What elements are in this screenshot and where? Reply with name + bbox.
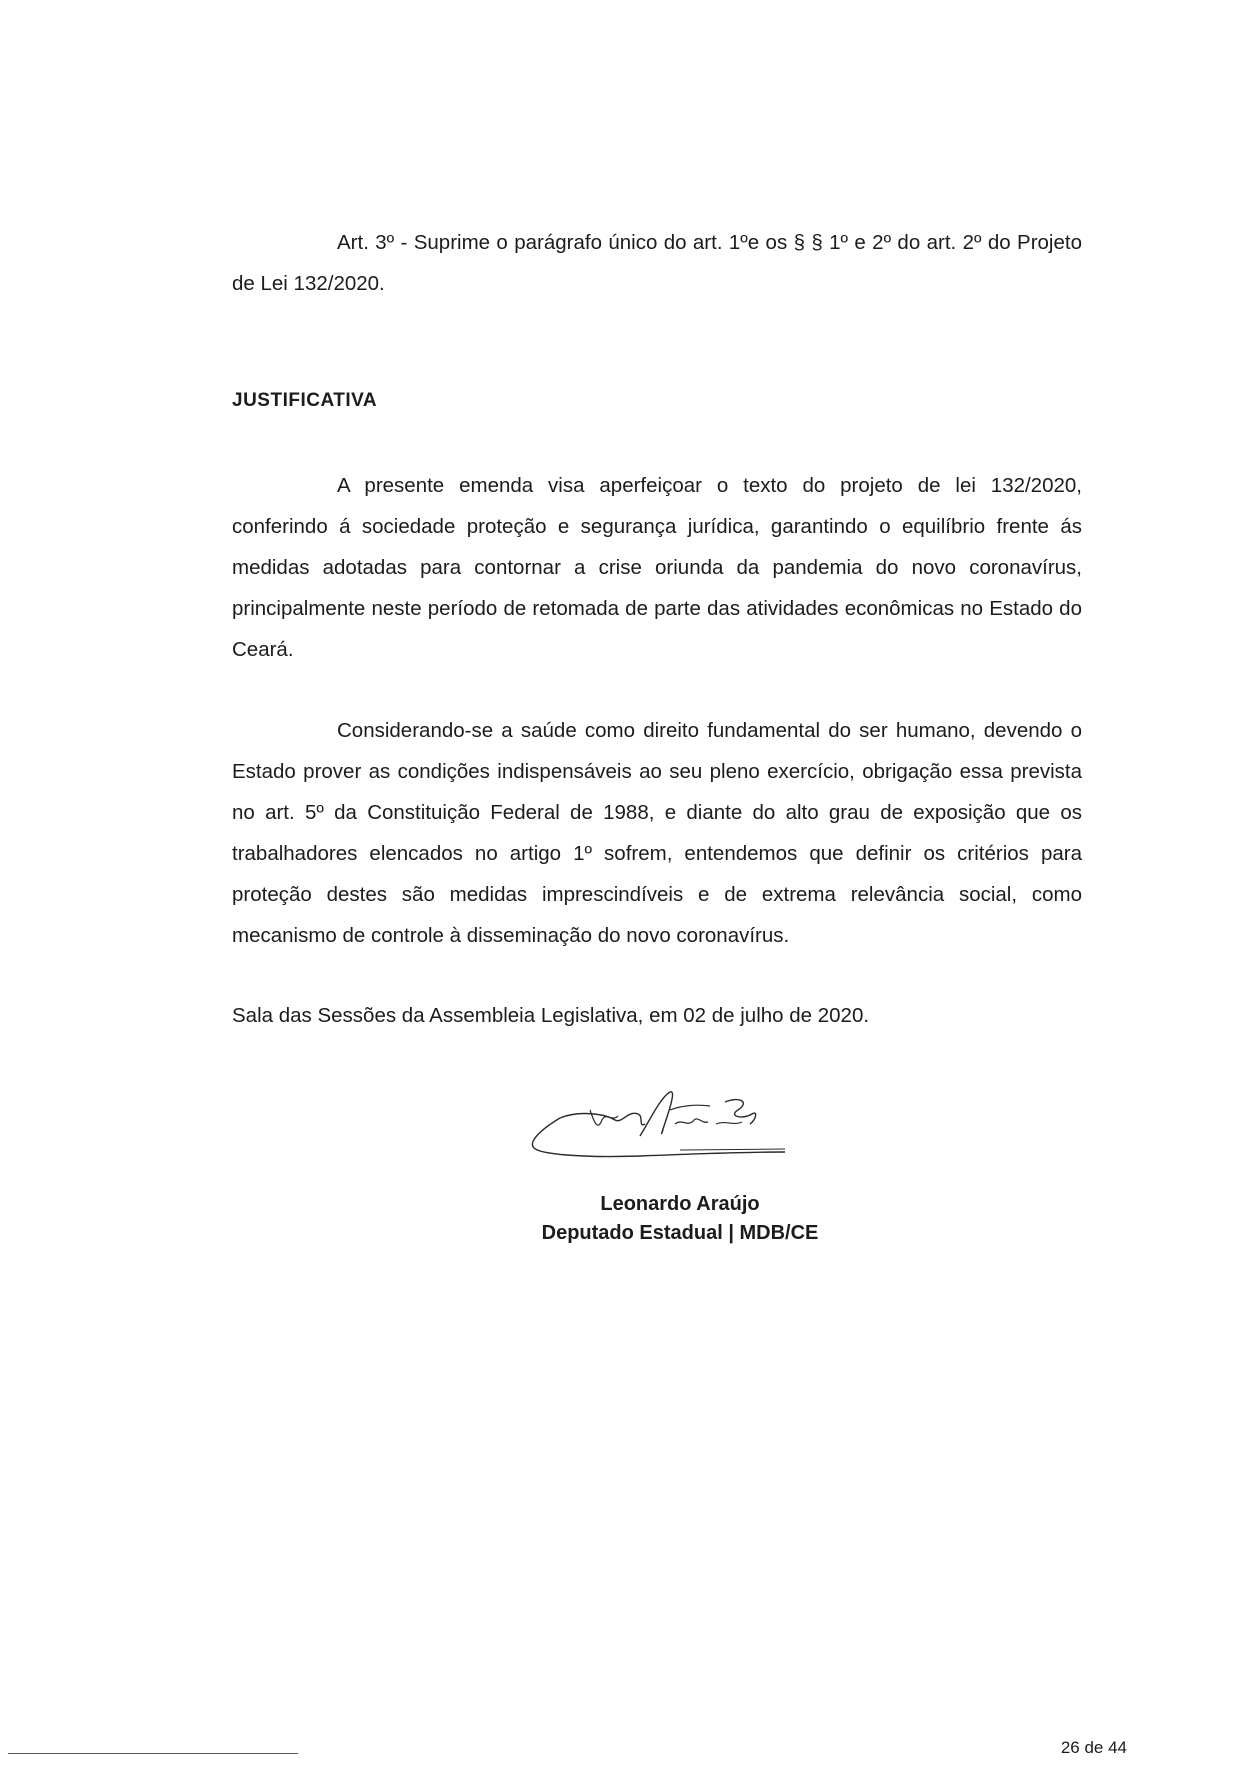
article-paragraph (232, 222, 1082, 304)
article-text: Art. 3º - Suprime o parágrafo único do art. 1ºe os § § 1º e 2º do art. 2º do Projeto de Lei 132/2020. (232, 231, 1082, 295)
signature-scribble-icon (520, 1080, 820, 1180)
justification-paragraph-2 (232, 710, 1082, 956)
place-date-text: Sala das Sessões da Assembleia Legislativa, em 02 de julho de 2020. (232, 1004, 870, 1027)
justification-text-2: Considerando-se a saúde como direito fundamental do ser humano, devendo o Estado prover as condições indispensáveis ao seu pleno exercício, obrigação essa prevista no art. 5º da Constituição Federal de 1988, e diante do alto grau de exposição que os trabalhadores elencados no artigo 1º sofrem, entendemos que definir os critérios para proteção destes são medidas imprescindíveis e de extrema relevância social, como mecanismo de controle à disseminação do novo coronavírus. (232, 719, 1082, 947)
justification-text-1: A presente emenda visa aperfeiçoar o texto do projeto de lei 132/2020, conferindo á sociedade proteção e segurança jurídica, garantindo o equilíbrio frente ás medidas adotadas para contornar a crise oriunda da pandemia do novo coronavírus, principalmente neste período de retomada de parte das atividades econômicas no Estado do Ceará. (232, 474, 1082, 661)
justification-heading: JUSTIFICATIVA (232, 390, 378, 411)
signer-name: Leonardo Araújo (600, 1193, 760, 1215)
place-date-line (232, 995, 1082, 1036)
signer-title: Deputado Estadual | MDB/CE (541, 1222, 819, 1244)
page-number: 26 de 44 (1060, 1738, 1127, 1757)
handwritten-signature (520, 1080, 820, 1180)
justification-paragraph-1 (232, 465, 1082, 670)
footer-rule (8, 1753, 298, 1754)
